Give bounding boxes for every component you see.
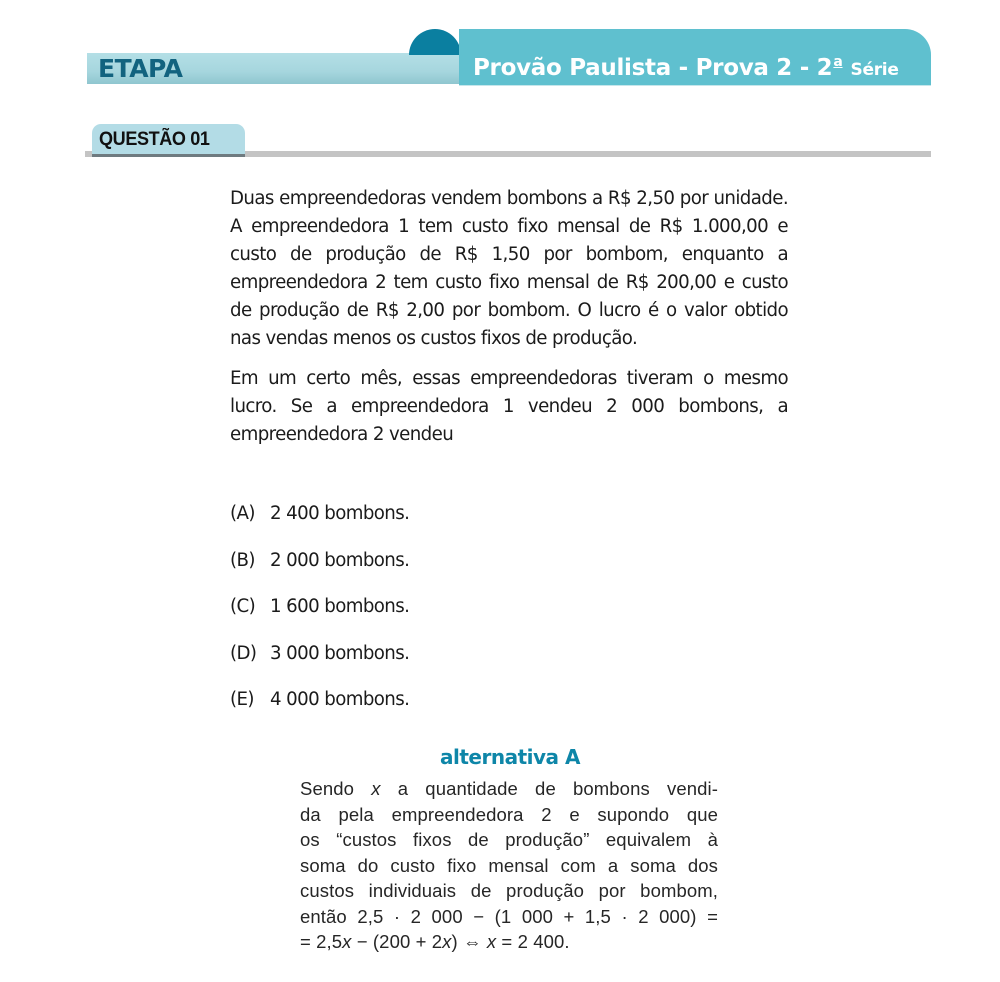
- solution-line: da pela empreendedora 2 e supondo que: [300, 803, 718, 825]
- option-letter: (B): [230, 549, 255, 571]
- solution-line: os “custos fixos de produção” equivalem à: [300, 829, 718, 850]
- header-semicircle-decoration: [409, 29, 461, 55]
- option-text: 2 400 bombons.: [270, 503, 410, 524]
- exam-title-text: Provão Paulista - Prova 2 - 2: [473, 55, 833, 81]
- option-b: [230, 546, 409, 593]
- option-letter: (D): [230, 642, 257, 664]
- option-d: [230, 639, 409, 686]
- variable-x: x: [371, 778, 381, 799]
- answer-title: alternativa A: [440, 745, 580, 769]
- solution-text-fragment: a quantidade de bombons vendi-: [397, 778, 718, 799]
- solution-equation-line: [300, 929, 718, 955]
- solution-equation-line: então 2,5 · 2 000 − (1 000 + 1,5 · 2 000) =: [300, 905, 718, 927]
- exam-title-serie: Série: [850, 60, 899, 80]
- variable-x: x: [486, 931, 497, 952]
- variable-x: x: [442, 931, 452, 952]
- variable-x: x: [342, 931, 352, 952]
- option-letter: (E): [230, 689, 254, 711]
- option-text: 2 000 bombons.: [270, 549, 410, 571]
- statement-paragraph: Duas empreendedoras vendem bombons a R$ 2,50 por unidade. A empreendedora 1 tem custo fixo mensal de R$ 1.000,00 e custo de produção de R$ 1,50 por bombom, enquanto a empreendedora 2 tem custo fixo mensal de R$ 200,00 e custo de produção de R$ 2,00 por bombom. O lucro é o valor obtido nas vendas menos os custos fixos de produção.: [230, 188, 788, 349]
- answer-options: [230, 499, 409, 732]
- exam-title: [473, 44, 899, 80]
- option-text: 3 000 bombons.: [270, 642, 410, 664]
- solution-text-fragment: Sendo: [300, 778, 354, 799]
- equation-fragment: − (200 + 2: [351, 931, 443, 952]
- equation-fragment: = 2 400.: [496, 931, 570, 952]
- etapa-logo: ETAPA: [98, 54, 183, 83]
- option-c: [230, 592, 409, 639]
- option-letter: (A): [230, 503, 255, 524]
- option-a: [230, 499, 409, 546]
- equation-fragment: ) ⇔: [451, 931, 487, 952]
- solution-line: custos individuais de produção por bombom,: [300, 880, 718, 901]
- option-letter: (C): [230, 596, 256, 618]
- solution-line: [300, 776, 718, 802]
- option-text: 1 600 bombons.: [270, 596, 410, 618]
- statement-paragraph: Em um certo mês, essas empreendedoras tiveram o mesmo lucro. Se a empreendedora 1 vendeu 2 000 bombons, a empreendedora 2 vendeu: [230, 368, 788, 445]
- question-label: QUESTÃO 01: [99, 129, 210, 150]
- exam-title-ordinal: a: [833, 54, 843, 70]
- solution-line: soma do custo fixo mensal com a soma dos: [300, 854, 718, 876]
- option-text: 4 000 bombons.: [270, 689, 410, 711]
- solution-text: [300, 776, 718, 955]
- option-e: [230, 685, 409, 732]
- question-statement: [230, 185, 788, 449]
- equation-fragment: = 2,5: [300, 931, 343, 952]
